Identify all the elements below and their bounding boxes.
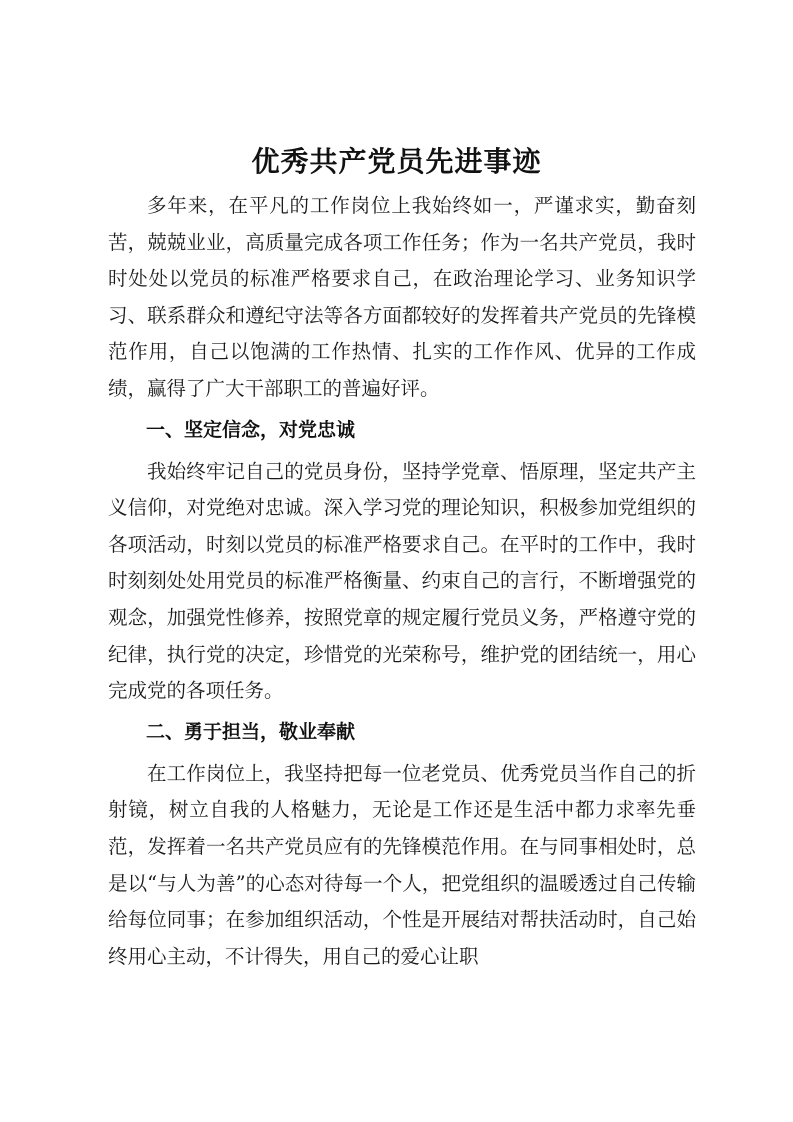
- document-title: 优秀共产党员先进事迹: [251, 145, 542, 178]
- document-body: [108, 188, 696, 975]
- intro-paragraph: 多年来，在平凡的工作岗位上我始终如一，严谨求实，勤奋刻苦，兢兢业业，高质量完成各项工作任务；作为一名共产党员，我时时处处以党员的标准严格要求自己，在政治理论学习、业务知识学习、联系群众和遵纪守法等各方面都较好的发挥着共产党员的先锋模范作用，自己以饱满的工作热情、扎实的工作作风、优异的工作成绩，赢得了广大干部职工的普遍好评。: [108, 194, 696, 400]
- section-paragraph-2: 在工作岗位上，我坚持把每一位老党员、优秀党员当作自己的折射镜，树立自我的人格魅力，无论是工作还是生活中都力求率先垂范，发挥着一名共产党员应有的先锋模范作用。在与同事相处时，总是以“与人为善”的心态对待每一个人，把党组织的温暖透过自己传输给每位同事；在参加组织活动，个性是开展结对帮扶活动时，自己始终用心主动，不计得失，用自己的爱心让职: [108, 761, 696, 968]
- section-heading-1: 一、坚定信念，对党忠诚: [146, 418, 356, 441]
- section-paragraph-1: 我始终牢记自己的党员身份，坚持学党章、悟原理，坚定共产主义信仰，对党绝对忠诚。深入学习党的理论知识，积极参加党组织的各项活动，时刻以党员的标准严格要求自己。在平时的工作中，我时时刻刻处处用党员的标准严格衡量、约束自己的言行，不断增强党的观念，加强党性修养，按照党章的规定履行党员义务，严格遵守党的纪律，执行党的决定，珍惜党的光荣称号，维护党的团结统一，用心完成党的各项任务。: [108, 459, 696, 703]
- section-heading-2: 二、勇于担当，敬业奉献: [146, 720, 356, 743]
